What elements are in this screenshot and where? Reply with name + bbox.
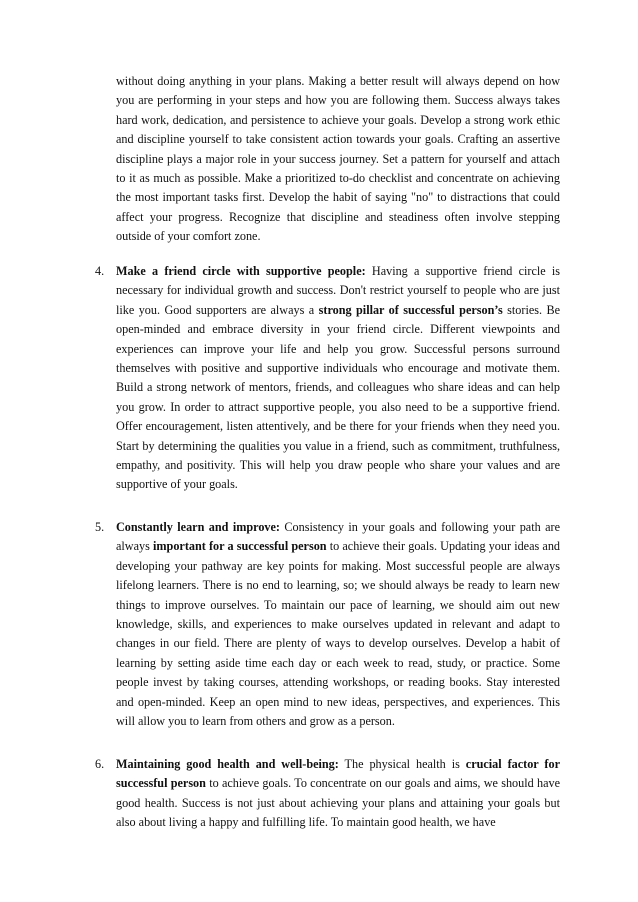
list-item-heading: Maintaining good health and well-being: bbox=[116, 757, 339, 771]
list-item-6 bbox=[95, 755, 560, 833]
list-item-text: to achieve their goals. Updating your ideas and developing your pathway are key points for making. Most successful people are always lifelong learners. There is no end to learning, so; we should always be ready to learn new things to improve ourselves. To maintain our pace of learning, we should aim out new knowledge, skills, and experiences to make ourselves updated in relevant and adapt to changes in our field. There are plenty of ways to develop ourselves. Develop a habit of learning by setting aside time each day or each week to read, study, or practice. Some people invest by taking courses, attending workshops, or reading books. Stay interested and open-minded. Keep an open mind to new ideas, perspectives, and experiences. This will allow you to learn from others and grow as a person. bbox=[116, 539, 561, 729]
list-item-heading: Make a friend circle with supportive people: bbox=[116, 264, 366, 278]
list-item-text: Having a supportive friend circle is necessary for individual growth and success. Don't restrict yourself to people who are just like you. Good supporters are always a bbox=[116, 264, 561, 317]
list-item-text: to achieve goals. To concentrate on our goals and aims, we should have good health. Success is not just about achieving your plans and attaining your goals but also about living a happy and fulfilling life. To maintain good health, we have bbox=[116, 776, 560, 830]
list-item-4 bbox=[95, 262, 561, 495]
list-item-emphasis: strong pillar of successful person’s bbox=[318, 302, 503, 317]
list-item-emphasis: important for a successful person bbox=[153, 539, 327, 554]
intro-paragraph: without doing anything in your plans. Making a better result will always depend on how you are performing in your steps and how you are following them. Success always takes hard work, dedication, and persistence to achieve your goals. Develop a strong work ethic and discipline yourself to take consistent action towards your goals. Crafting an assertive discipline plays a major role in your success journey. Set a pattern for yourself and attach to it as much as possible. Make a prioritized to-do checklist and concentrate on achieving the most important tasks first. Develop the habit of saying "no" to distractions that could affect your progress. Recognize that discipline and steadiness often involve stepping outside of your comfort zone. bbox=[116, 74, 560, 244]
list-number: 4. bbox=[95, 264, 105, 278]
list-item-text: The physical health is bbox=[338, 757, 466, 771]
list-number: 6. bbox=[95, 757, 105, 771]
list-item-5 bbox=[95, 518, 561, 731]
list-item-text: Consistency in your goals and following your path are always bbox=[116, 520, 560, 554]
list-item-text: stories. Be open-minded and embrace diversity in your friend circle. Different viewpoints and experiences can improve your life and help you grow. Successful persons surround themselves with positive and supportive individuals who encourage and motivate them. Build a strong network of mentors, friends, and colleagues who share ideas and can help you grow. In order to attract supportive people, you also need to be a supportive friend. Offer encouragement, listen attentively, and be there for your friends when they need you. Start by determining the qualities you value in a friend, such as commitment, truthfulness, empathy, and positivity. This will help you draw people who share your values and are supportive of your goals. bbox=[116, 302, 561, 492]
list-item-heading: Constantly learn and improve: bbox=[116, 520, 280, 534]
list-number: 5. bbox=[95, 520, 105, 534]
list-item-emphasis: crucial factor for successful person bbox=[116, 757, 560, 791]
